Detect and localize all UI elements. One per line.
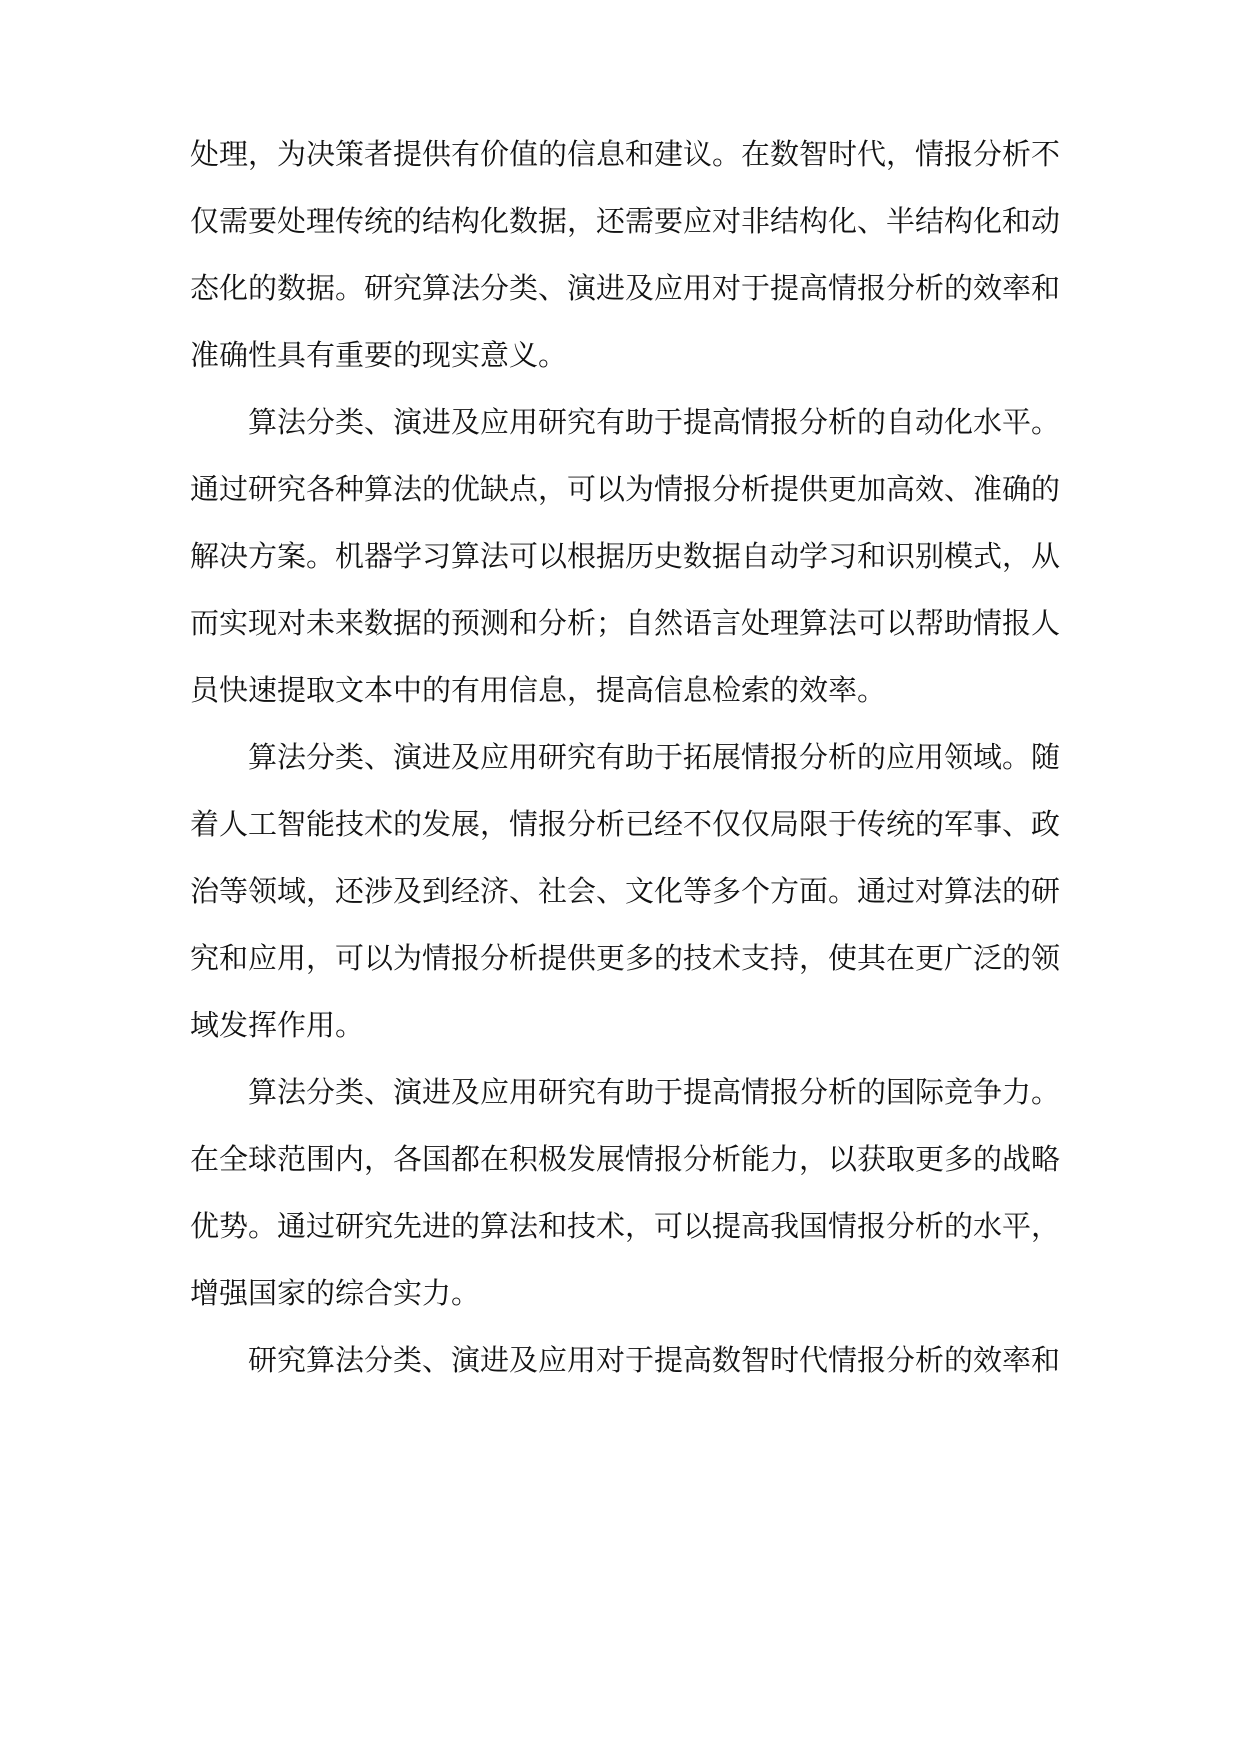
paragraph-2-line-5: 员快速提取文本中的有用信息，提高信息检索的效率。: [190, 673, 887, 707]
paragraph-3-line-3: 治等领域，还涉及到经济、社会、文化等多个方面。通过对算法的研: [190, 874, 1061, 908]
paragraph-2-line-2: 通过研究各种算法的优缺点，可以为情报分析提供更加高效、准确的: [190, 472, 1061, 506]
paragraph-5-line-1: 研究算法分类、演进及应用对于提高数智时代情报分析的效率和: [248, 1343, 1061, 1377]
paragraph-1-line-3: 态化的数据。研究算法分类、演进及应用对于提高情报分析的效率和: [190, 271, 1061, 305]
paragraph-4-line-4: 增强国家的综合实力。: [190, 1276, 481, 1310]
paragraph-2-line-3: 解决方案。机器学习算法可以根据历史数据自动学习和识别模式，从: [190, 539, 1061, 573]
paragraph-3-line-4: 究和应用，可以为情报分析提供更多的技术支持，使其在更广泛的领: [190, 941, 1061, 975]
paragraph-3-line-5: 域发挥作用。: [190, 1008, 365, 1042]
paragraph-4-line-3: 优势。通过研究先进的算法和技术，可以提高我国情报分析的水平，: [190, 1209, 1061, 1243]
paragraph-1-line-4: 准确性具有重要的现实意义。: [190, 338, 568, 372]
paragraph-2-line-4: 而实现对未来数据的预测和分析；自然语言处理算法可以帮助情报人: [190, 606, 1061, 640]
paragraph-2-line-1: 算法分类、演进及应用研究有助于提高情报分析的自动化水平。: [248, 405, 1061, 439]
paragraph-1-line-2: 仅需要处理传统的结构化数据，还需要应对非结构化、半结构化和动: [190, 204, 1061, 238]
paragraph-4-line-1: 算法分类、演进及应用研究有助于提高情报分析的国际竞争力。: [248, 1075, 1061, 1109]
paragraph-4-line-2: 在全球范围内，各国都在积极发展情报分析能力，以获取更多的战略: [190, 1142, 1061, 1176]
paragraph-1-line-1: 处理，为决策者提供有价值的信息和建议。在数智时代，情报分析不: [190, 137, 1061, 171]
paragraph-3-line-2: 着人工智能技术的发展，情报分析已经不仅仅局限于传统的军事、政: [190, 807, 1061, 841]
paragraph-3-line-1: 算法分类、演进及应用研究有助于拓展情报分析的应用领域。随: [248, 740, 1061, 774]
